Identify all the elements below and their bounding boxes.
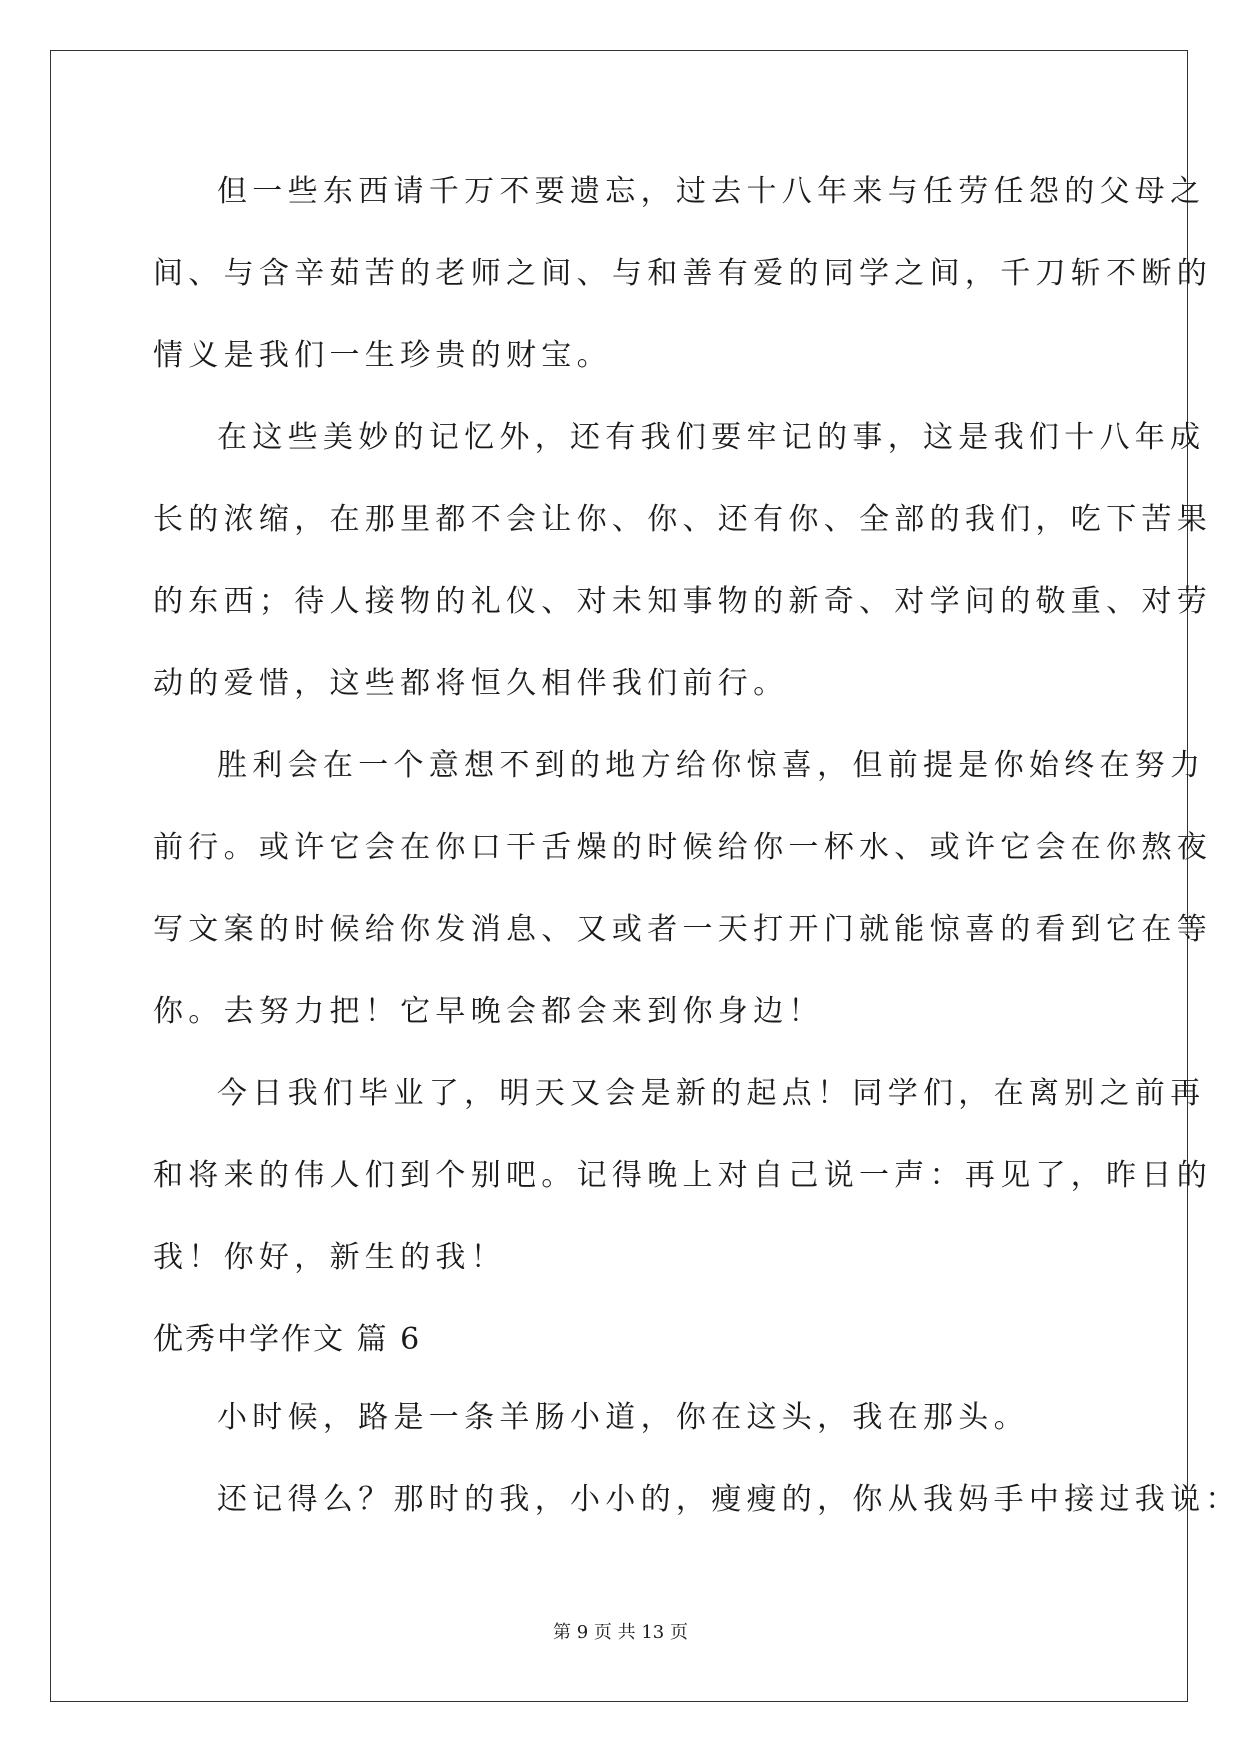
paragraph-line: 胜利会在一个意想不到的地方给你惊喜，但前提是你始终在努力 (217, 748, 1206, 783)
section-heading: 优秀中学作文 篇 6 (153, 1322, 422, 1357)
paragraph-line: 间、与含辛茹苦的老师之间、与和善有爱的同学之间，千刀斩不断的 (153, 256, 1212, 291)
paragraph-line: 的东西；待人接物的礼仪、对未知事物的新奇、对学问的敬重、对劳 (153, 584, 1212, 619)
document-body (153, 157, 1241, 1547)
paragraph-line: 写文案的时候给你发消息、又或者一天打开门就能惊喜的看到它在等 (153, 912, 1212, 947)
paragraph-line: 前行。或许它会在你口干舌燥的时候给你一杯水、或许它会在你熬夜 (153, 830, 1212, 865)
paragraph-line: 在这些美妙的记忆外，还有我们要牢记的事，这是我们十八年成 (217, 420, 1206, 455)
paragraph-line: 但一些东西请千万不要遗忘，过去十八年来与任劳任怨的父母之 (217, 174, 1206, 209)
paragraph-line: 和将来的伟人们到个别吧。记得晚上对自己说一声：再见了，昨日的 (153, 1158, 1212, 1193)
paragraph-line: 还记得么？那时的我，小小的，瘦瘦的，你从我妈手中接过我说： (217, 1482, 1241, 1517)
paragraph-line: 动的爱惜，这些都将恒久相伴我们前行。 (153, 666, 789, 701)
paragraph-line: 情义是我们一生珍贵的财宝。 (153, 338, 612, 373)
paragraph-line: 我！你好，新生的我！ (153, 1240, 506, 1275)
page-number-footer: 第 9 页 共 13 页 (553, 1622, 688, 1643)
paragraph-line: 你。去努力把！它早晚会都会来到你身边！ (153, 994, 824, 1029)
paragraph-line: 小时候，路是一条羊肠小道，你在这头，我在那头。 (217, 1400, 1029, 1435)
paragraph-line: 长的浓缩，在那里都不会让你、你、还有你、全部的我们，吃下苦果 (153, 502, 1212, 537)
paragraph-line: 今日我们毕业了，明天又会是新的起点！同学们，在离别之前再 (217, 1076, 1206, 1111)
